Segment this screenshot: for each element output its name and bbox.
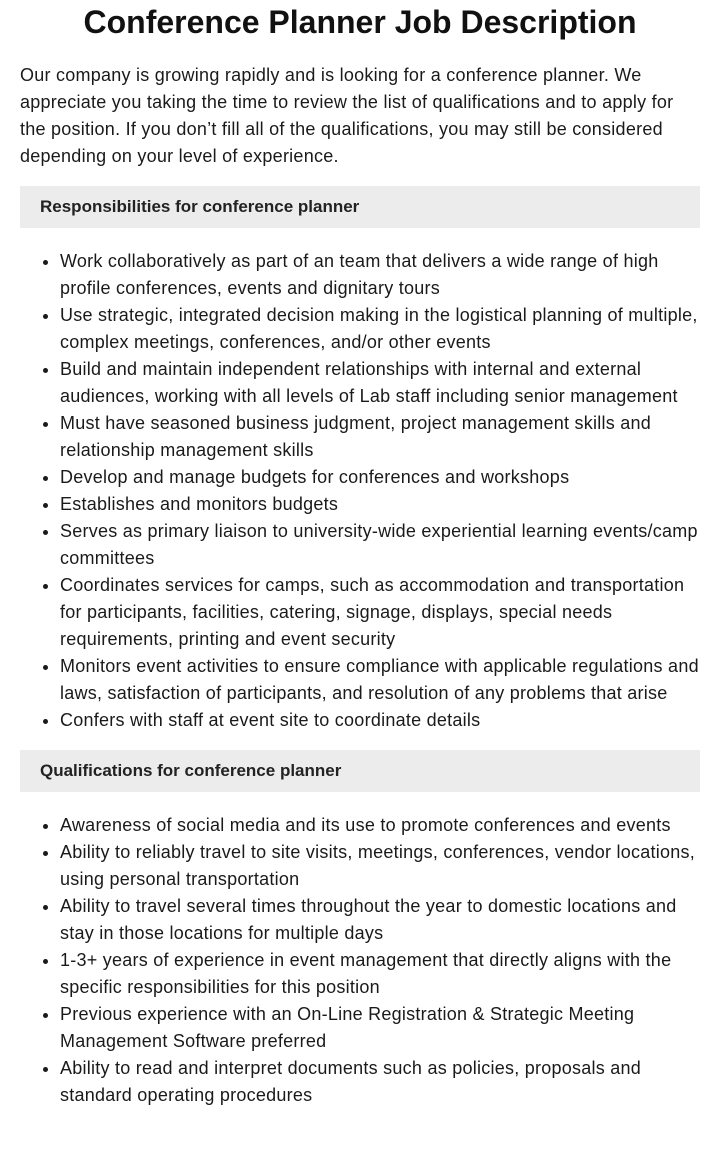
list-item: • Coordinates services for camps, such as accommodation and transportation for participants, facilities, catering, signage, displays, special needs requirements, printing and event security [60,572,700,653]
responsibilities-heading: Responsibilities for conference planner [20,186,700,228]
list-item: • Work collaboratively as part of an team that delivers a wide range of high profile conferences, events and dignitary tours [60,248,700,302]
page-title: Conference Planner Job Description [83,4,637,40]
responsibilities-list [20,248,700,734]
qualifications-list [20,812,700,1109]
qualifications-heading: Qualifications for conference planner [20,750,700,792]
list-item: • Ability to reliably travel to site visits, meetings, conferences, vendor locations, using personal transportation [60,839,700,893]
list-item: • Ability to read and interpret documents such as policies, proposals and standard operating procedures [60,1055,700,1109]
list-item: • Confers with staff at event site to coordinate details [60,707,700,734]
list-item: • Ability to travel several times throughout the year to domestic locations and stay in those locations for multiple days [60,893,700,947]
list-item: • Build and maintain independent relationships with internal and external audiences, working with all levels of Lab staff including senior management [60,356,700,410]
list-item: • Previous experience with an On-Line Registration & Strategic Meeting Management Software preferred [60,1001,700,1055]
list-item: • Monitors event activities to ensure compliance with applicable regulations and laws, satisfaction of participants, and resolution of any problems that arise [60,653,700,707]
list-item: • Must have seasoned business judgment, project management skills and relationship management skills [60,410,700,464]
intro-paragraph: Our company is growing rapidly and is looking for a conference planner. We appreciate you taking the time to review the list of qualifications and to apply for the position. If you don’t fill all of the qualifications, you may still be considered depending on your level of experience. [20,65,674,166]
list-item: • Use strategic, integrated decision making in the logistical planning of multiple, complex meetings, conferences, and/or other events [60,302,700,356]
list-item: • Develop and manage budgets for conferences and workshops [60,464,700,491]
list-item: • 1-3+ years of experience in event management that directly aligns with the specific responsibilities for this position [60,947,700,1001]
list-item: • Establishes and monitors budgets [60,491,700,518]
list-item: • Serves as primary liaison to university-wide experiential learning events/camp committees [60,518,700,572]
list-item: • Awareness of social media and its use to promote conferences and events [60,812,700,839]
